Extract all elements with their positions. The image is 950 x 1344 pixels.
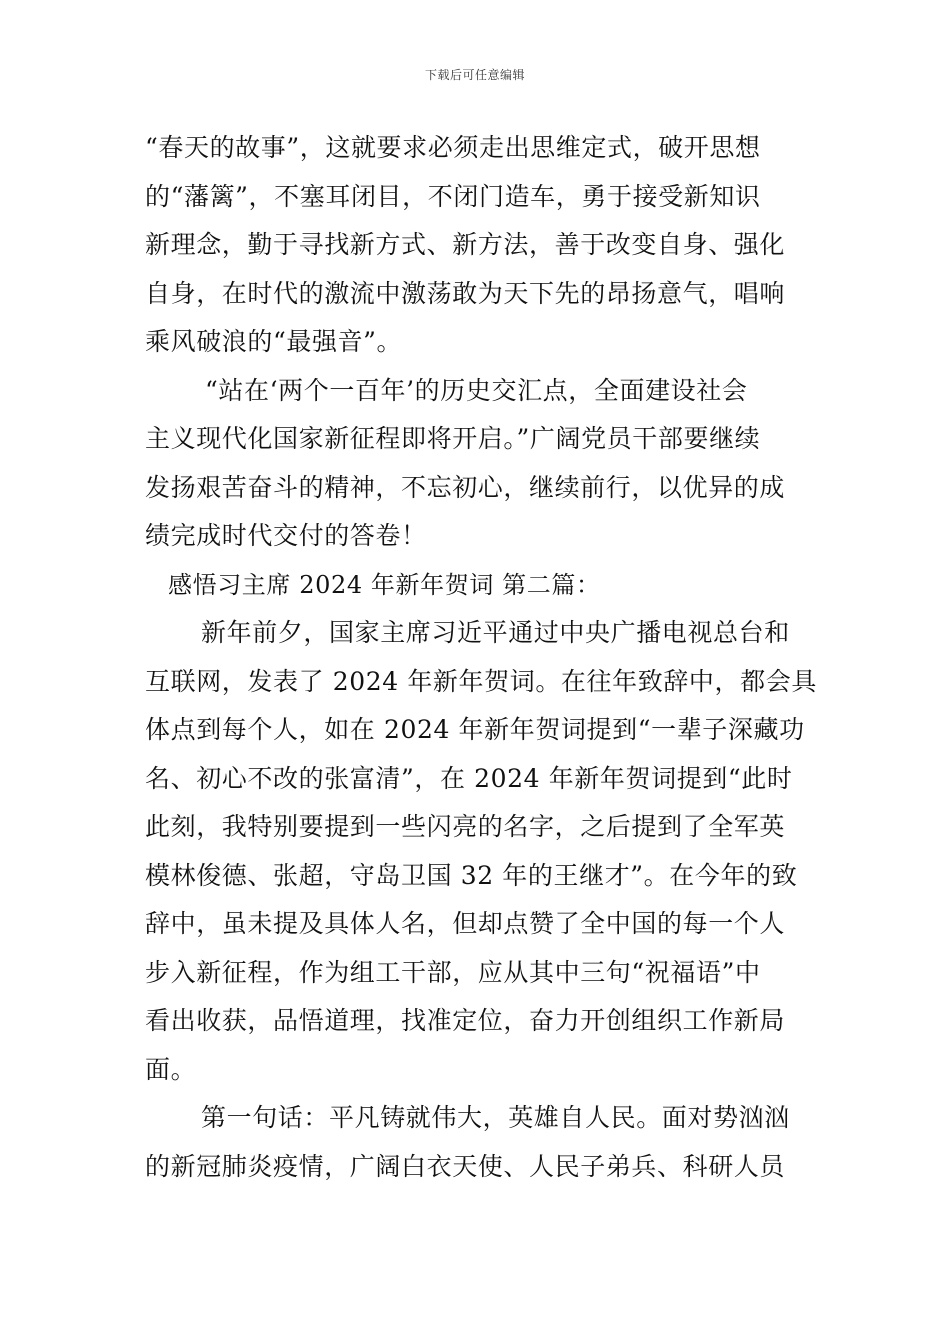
text-line: “春天的故事”，这就要求必须走出思维定式，破开思想 — [145, 133, 761, 162]
text-line: 发扬艰苦奋斗的精神，不忘初心，继续前行，以优异的成 — [145, 472, 786, 502]
text-line: 自身，在时代的激流中激荡敢为天下先的昂扬意气，唱响 — [145, 278, 786, 308]
text-line: 面。 — [145, 1054, 197, 1084]
text-line: 主义现代化国家新征程即将开启。”广阔党员干部要继续 — [145, 424, 761, 453]
text-line: 乘风破浪的“最强音”。 — [145, 327, 403, 356]
text-line: 的“藩篱”，不塞耳闭目，不闭门造车，勇于接受新知识 — [145, 181, 761, 211]
text-line: 体点到每个人，如在 2024 年新年贺词提到“一辈子深藏功 — [145, 715, 805, 744]
paragraph-start-line: “站在‘两个一百年’的历史交汇点，全面建设社会 — [205, 375, 748, 405]
paragraph-start-line: 第一句话：平凡铸就伟大，英雄自人民。面对势汹汹 — [201, 1103, 790, 1132]
text-line: 步入新征程，作为组工干部，应从其中三句“祝福语”中 — [145, 957, 761, 987]
text-line: 名、初心不改的张富清”，在 2024 年新年贺词提到“此时 — [145, 763, 793, 793]
text-line: 辞中，虽未提及具体人名，但却点赞了全中国的每一个人 — [145, 909, 786, 938]
paragraph-start-line: 新年前夕，国家主席习近平通过中央广播电视总台和 — [201, 618, 790, 647]
document-body — [145, 124, 817, 1191]
text-line: 此刻，我特别要提到一些闪亮的名字，之后提到了全军英 — [145, 812, 786, 841]
text-line: 看出收获，品悟道理，找准定位，奋力开创组织工作新局 — [145, 1006, 786, 1035]
section-heading: 感悟习主席 2024 年新年贺词 第二篇： — [168, 570, 601, 599]
text-line: 新理念，勤于寻找新方式、新方法，善于改变自身、强化 — [145, 230, 786, 259]
text-line: 的新冠肺炎疫情，广阔白衣天使、人民子弟兵、科研人员 — [145, 1151, 786, 1181]
text-line: 模林俊德、张超，守岛卫国 32 年的王继才”。在今年的致 — [145, 860, 798, 890]
text-line: 互联网，发表了 2024 年新年贺词。在往年致辞中，都会具 — [145, 666, 817, 696]
text-line: 绩完成时代交付的答卷！ — [145, 521, 427, 550]
page-header-note: 下载后可任意编辑 — [424, 68, 525, 82]
